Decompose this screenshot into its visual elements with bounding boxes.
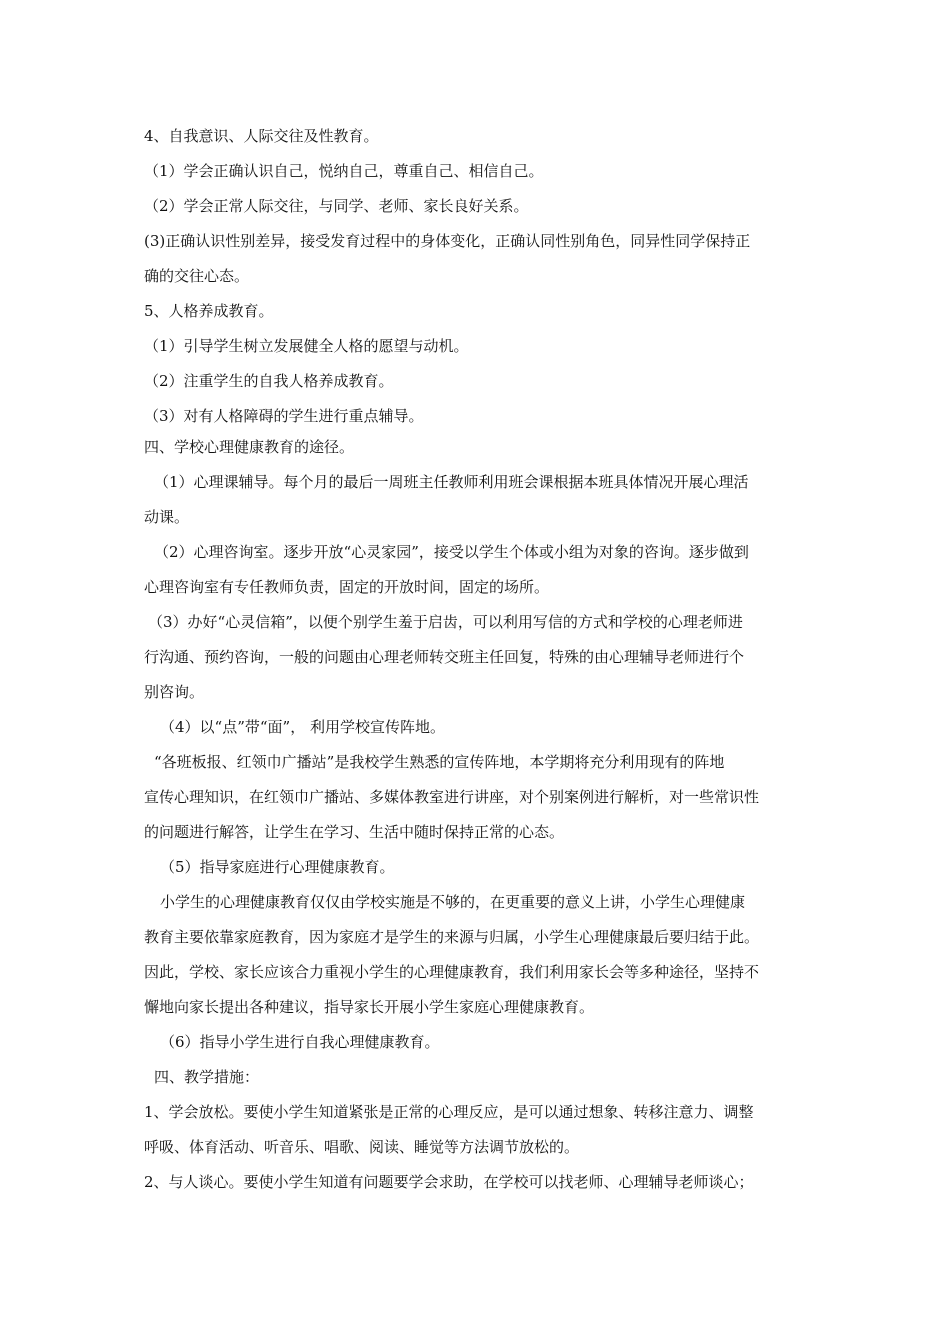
list-item: （4）以“点”带“面”， 利用学校宣传阵地。	[160, 718, 445, 736]
list-item: （1）引导学生树立发展健全人格的愿望与动机。	[144, 337, 469, 355]
list-item: （1）学会正确认识自己，悦纳自己，尊重自己、相信自己。	[144, 162, 544, 180]
text-line: 小学生的心理健康教育仅仅由学校实施是不够的，在更重要的意义上讲，小学生心理健康	[160, 893, 746, 911]
list-item: （3）办好“心灵信箱”，以便个别学生羞于启齿，可以利用写信的方式和学校的心理老师进	[148, 613, 743, 631]
list-item: 2、与人谈心。要使小学生知道有问题要学会求助，在学校可以找老师、心理辅导老师谈心；	[144, 1173, 754, 1191]
list-item: （2）注重学生的自我人格养成教育。	[144, 372, 394, 390]
section-heading: 4、自我意识、人际交往及性教育。	[144, 127, 379, 145]
list-item: （2）学会正常人际交往，与同学、老师、家长良好关系。	[144, 197, 529, 215]
text-line: 行沟通、预约咨询，一般的问题由心理老师转交班主任回复，特殊的由心理辅导老师进行个	[144, 648, 745, 666]
list-item: （5）指导家庭进行心理健康教育。	[160, 858, 395, 876]
text-line: 别咨询。	[144, 683, 205, 701]
section-heading: 四、学校心理健康教育的途径。	[144, 438, 355, 456]
text-line: 动课。	[144, 508, 190, 526]
text-line: 懈地向家长提出各种建议，指导家长开展小学生家庭心理健康教育。	[144, 998, 595, 1016]
text-line: “各班板报、红领巾广播站”是我校学生熟悉的宣传阵地，本学期将充分利用现有的阵地	[154, 753, 725, 771]
list-item: （1）心理课辅导。每个月的最后一周班主任教师利用班会课根据本班具体情况开展心理活	[154, 473, 749, 491]
section-heading: 四、教学措施：	[154, 1068, 260, 1086]
text-line: 心理咨询室有专任教师负责，固定的开放时间，固定的场所。	[144, 578, 550, 596]
list-item: （6）指导小学生进行自我心理健康教育。	[160, 1033, 440, 1051]
list-item: （2）心理咨询室。逐步开放“心灵家园”，接受以学生个体或小组为对象的咨询。逐步做到	[154, 543, 749, 561]
text-line: 呼吸、体育活动、听音乐、唱歌、阅读、睡觉等方法调节放松的。	[144, 1138, 580, 1156]
text-line: 因此，学校、家长应该合力重视小学生的心理健康教育，我们利用家长会等多种途径，坚持不	[144, 963, 760, 981]
list-item: 1、学会放松。要使小学生知道紧张是正常的心理反应，是可以通过想象、转移注意力、调整	[144, 1103, 754, 1121]
text-line: 教育主要依靠家庭教育，因为家庭才是学生的来源与归属，小学生心理健康最后要归结于此。	[144, 928, 760, 946]
list-item: （3）对有人格障碍的学生进行重点辅导。	[144, 407, 424, 425]
text-line: 确的交往心态。	[144, 267, 250, 285]
text-line: 的问题进行解答，让学生在学习、生活中随时保持正常的心态。	[144, 823, 565, 841]
text-line: 宣传心理知识，在红领巾广播站、多媒体教室进行讲座，对个别案例进行解析，对一些常识性	[144, 788, 760, 806]
section-heading: 5、人格养成教育。	[144, 302, 274, 320]
list-item: (3)正确认识性别差异，接受发育过程中的身体变化，正确认同性别角色，同异性同学保持正	[144, 232, 751, 250]
